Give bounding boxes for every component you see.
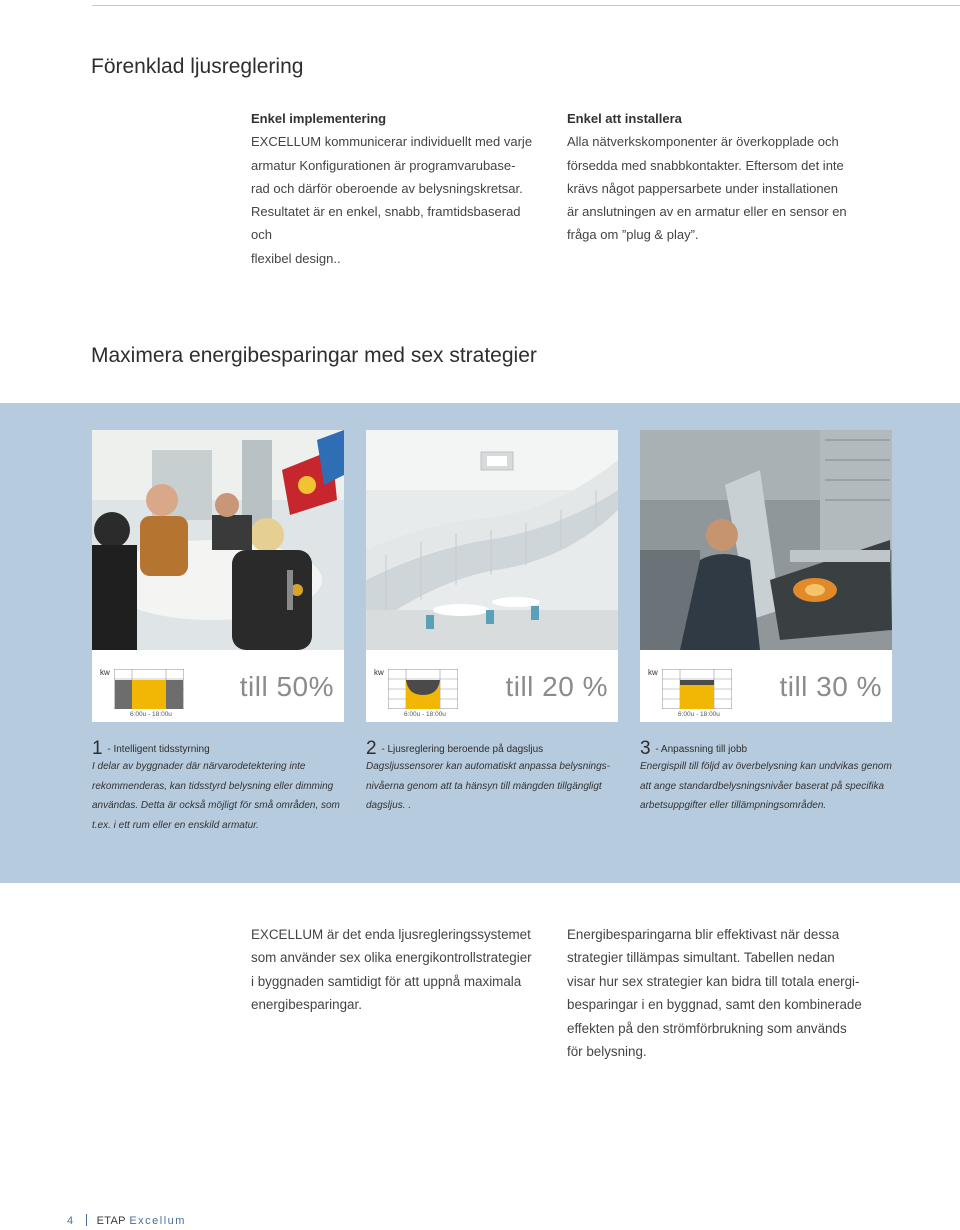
savings-percent: till 30 % [779,671,882,702]
desc-line: arbetsuppgifter eller tillämpningsområden. [640,800,827,811]
bottom-line: strategier tillämpas simultant. Tabellen nedan [567,950,835,966]
bottom-col-left [251,923,551,1017]
savings-percent: till 20 % [505,671,608,702]
bottom-line: i byggnaden samtidigt för att uppnå maximala [251,973,522,989]
intro-line: försedda med snabbkontakter. Eftersom det inte [567,157,844,173]
time-range: 6:00u - 18:00u [130,711,172,718]
desc-line: dagsljus. . [366,800,412,811]
strategy-description [366,757,620,816]
load-bar-on [680,685,714,709]
bottom-col-right [567,923,867,1063]
desc-line: nivåerna genom att ta hänsyn till mängden tillgängligt [366,780,602,792]
strategy-name: - Ljusreglering beroende på dagsljus [378,744,544,755]
intro-title: Enkel implementering [251,111,387,126]
time-range: 6:00u - 18:00u [404,711,446,718]
bottom-line: besparingar i en byggnad, samt den kombinerade [567,997,862,1013]
load-bar-off [115,680,132,709]
intro-col-installation [567,107,867,247]
strategy-name: - Intelligent tidsstyrning [104,744,210,755]
load-chart-box [640,650,892,722]
intro-title: Enkel att installera [567,111,682,126]
strategy-name: - Anpassning till jobb [652,744,748,755]
desc-line: att ange standardbelysningsnivåer baserat på specifika [640,780,885,792]
footer-divider [86,1214,87,1226]
bottom-line: som använder sex olika energikontrollstrategier [251,950,532,966]
load-profile-chart-task [662,669,732,709]
desc-line: Energispill till följd av överbelysning kan undvikas genom [640,761,892,772]
desc-line: användas. Detta är också möjligt för små områden, som [92,800,340,811]
intro-col-implementation [251,107,541,270]
desc-line: rekommenderas, kan tidsstyrd belysning eller dimming [92,780,334,792]
time-range: 6:00u - 18:00u [678,711,720,718]
strategy-number: 1 [92,738,103,759]
bottom-line: EXCELLUM är det enda ljusregleringssystemet [251,927,531,942]
strategy-description [640,757,894,816]
strategy-number: 3 [640,738,651,759]
intro-line: Resultatet är en enkel, snabb, framtidsbaserad och [251,204,521,243]
footer-brand: ETAP [96,1215,126,1227]
bottom-line: Energibesparingarna blir effektivast när dessa [567,927,840,942]
intro-line: EXCELLUM kommunicerar individuellt med varje [251,134,533,150]
overlighting-savings-bar [680,680,714,685]
page-footer [67,1214,186,1227]
intro-line: är anslutningen av en armatur eller en sensor en [567,204,847,220]
load-bar-on [132,680,166,709]
load-profile-chart-daylight [388,669,458,709]
footer-product: Excellum [129,1215,186,1227]
page-number: 4 [67,1215,74,1227]
intro-line: krävs något pappersarbete under installationen [567,180,839,196]
strategy-description [92,757,346,835]
load-profile-chart-timer [114,669,184,709]
kw-label: kw [100,668,110,677]
bottom-line: för belysning. [567,1044,647,1060]
intro-line: fråga om ”plug & play”. [567,227,699,243]
intro-line: armatur Konfigurationen är programvarubase- [251,157,516,173]
strategies-band [0,403,960,883]
office-window-blinds-photo [366,430,618,650]
intro-line: flexibel design.. [251,250,341,266]
restaurant-dinner-photo [92,430,344,650]
load-chart-box [366,650,618,722]
bottom-line: effekten på den strömförbrukning som används [567,1020,847,1036]
bottom-line: visar hur sex strategier kan bidra till totala energi- [567,973,860,989]
intro-line: rad och därför oberoende av belysningskretsar. [251,180,523,196]
page-title: Förenklad ljusreglering [91,55,304,78]
industrial-worker-photo [640,430,892,650]
desc-line: t.ex. i ett rum eller en enskild armatur. [92,819,259,831]
load-chart-box [92,650,344,722]
kw-label: kw [374,668,384,677]
desc-line: Dagsljussensorer kan automatiskt anpassa belysnings- [366,761,611,772]
strategies-title: Maximera energibesparingar med sex strategier [91,344,537,367]
bottom-line: energibesparingar. [251,997,362,1013]
strategy-number: 2 [366,738,377,759]
intro-line: Alla nätverkskomponenter är överkopplade och [567,134,839,150]
savings-percent: till 50% [239,671,334,702]
top-rule [92,5,960,6]
kw-label: kw [648,668,658,677]
desc-line: I delar av byggnader där närvarodetektering inte [92,761,306,772]
load-bar-off [166,680,183,709]
